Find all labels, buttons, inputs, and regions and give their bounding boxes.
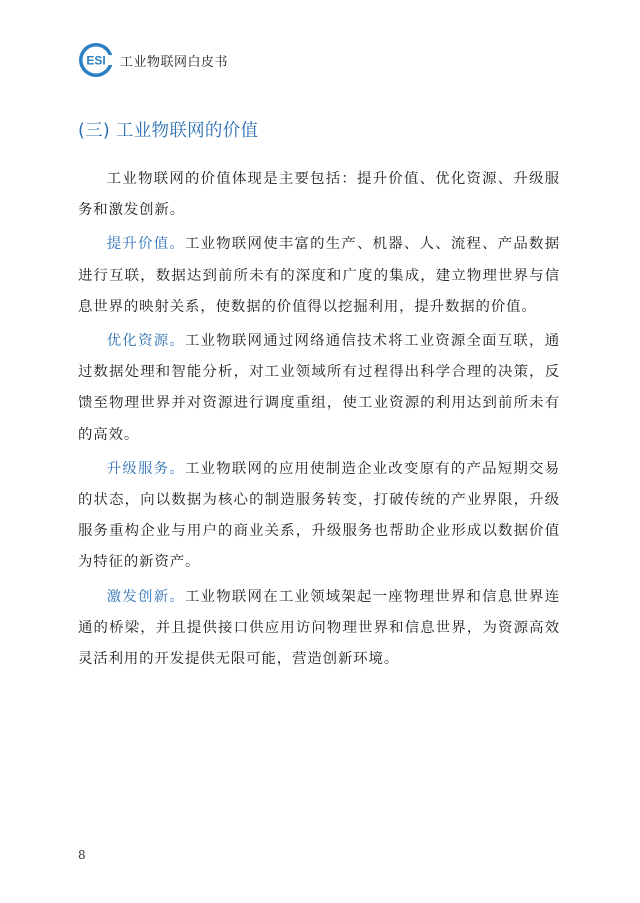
- logo-text: ESI: [86, 53, 106, 68]
- paragraph-text: 工业物联网通过网络通信技术将工业资源全面互联，通过数据处理和智能分析，对工业领域所有过程得出科学合理的决策，反馈至物理世界并对资源进行调度重组，使工业资源的利用达到前所未有的高效。: [78, 333, 560, 443]
- paragraph-text: 工业物联网在工业领域架起一座物理世界和信息世界连通的桥梁，并且提供接口供应用访问物理世界和信息世界，为资源高效灵活利用的开发提供无限可能，营造创新环境。: [78, 588, 560, 668]
- body-text: [78, 164, 560, 678]
- paragraph-lead: 升级服务。: [106, 460, 185, 477]
- page-number: 8: [78, 848, 86, 862]
- paragraph-text: 工业物联网的应用使制造企业改变原有的产品短期交易的状态，向以数据为核心的制造服务转变，打破传统的产业界限，升级服务重构企业与用户的商业关系，升级服务也帮助企业形成以数据价值为特征的新资产。: [78, 460, 560, 571]
- csi-logo-icon: [78, 42, 114, 78]
- paragraph-services: [78, 454, 560, 579]
- paragraph-text: 工业物联网使丰富的生产、机器、人、流程、产品数据进行互联，数据达到前所未有的深度和广度的集成，建立物理世界与信息世界的映射关系，使数据的价值得以挖掘利用，提升数据的价值。: [78, 236, 560, 315]
- paragraph-resources: [78, 326, 560, 451]
- document-title: 工业物联网白皮书: [120, 54, 229, 70]
- paragraph-innovation: [78, 582, 560, 676]
- paragraph-lead: 优化资源。: [106, 333, 185, 350]
- section-heading: (三) 工业物联网的价值: [78, 121, 259, 141]
- paragraph-lead: 激发创新。: [106, 588, 185, 605]
- paragraph-value: [78, 229, 560, 323]
- paragraph-intro: [78, 164, 560, 226]
- paragraph-text: 工业物联网的价值体现是主要包括：提升价值、优化资源、升级服务和激发创新。: [78, 171, 560, 219]
- page-header: [78, 40, 228, 80]
- paragraph-lead: 提升价值。: [106, 236, 185, 253]
